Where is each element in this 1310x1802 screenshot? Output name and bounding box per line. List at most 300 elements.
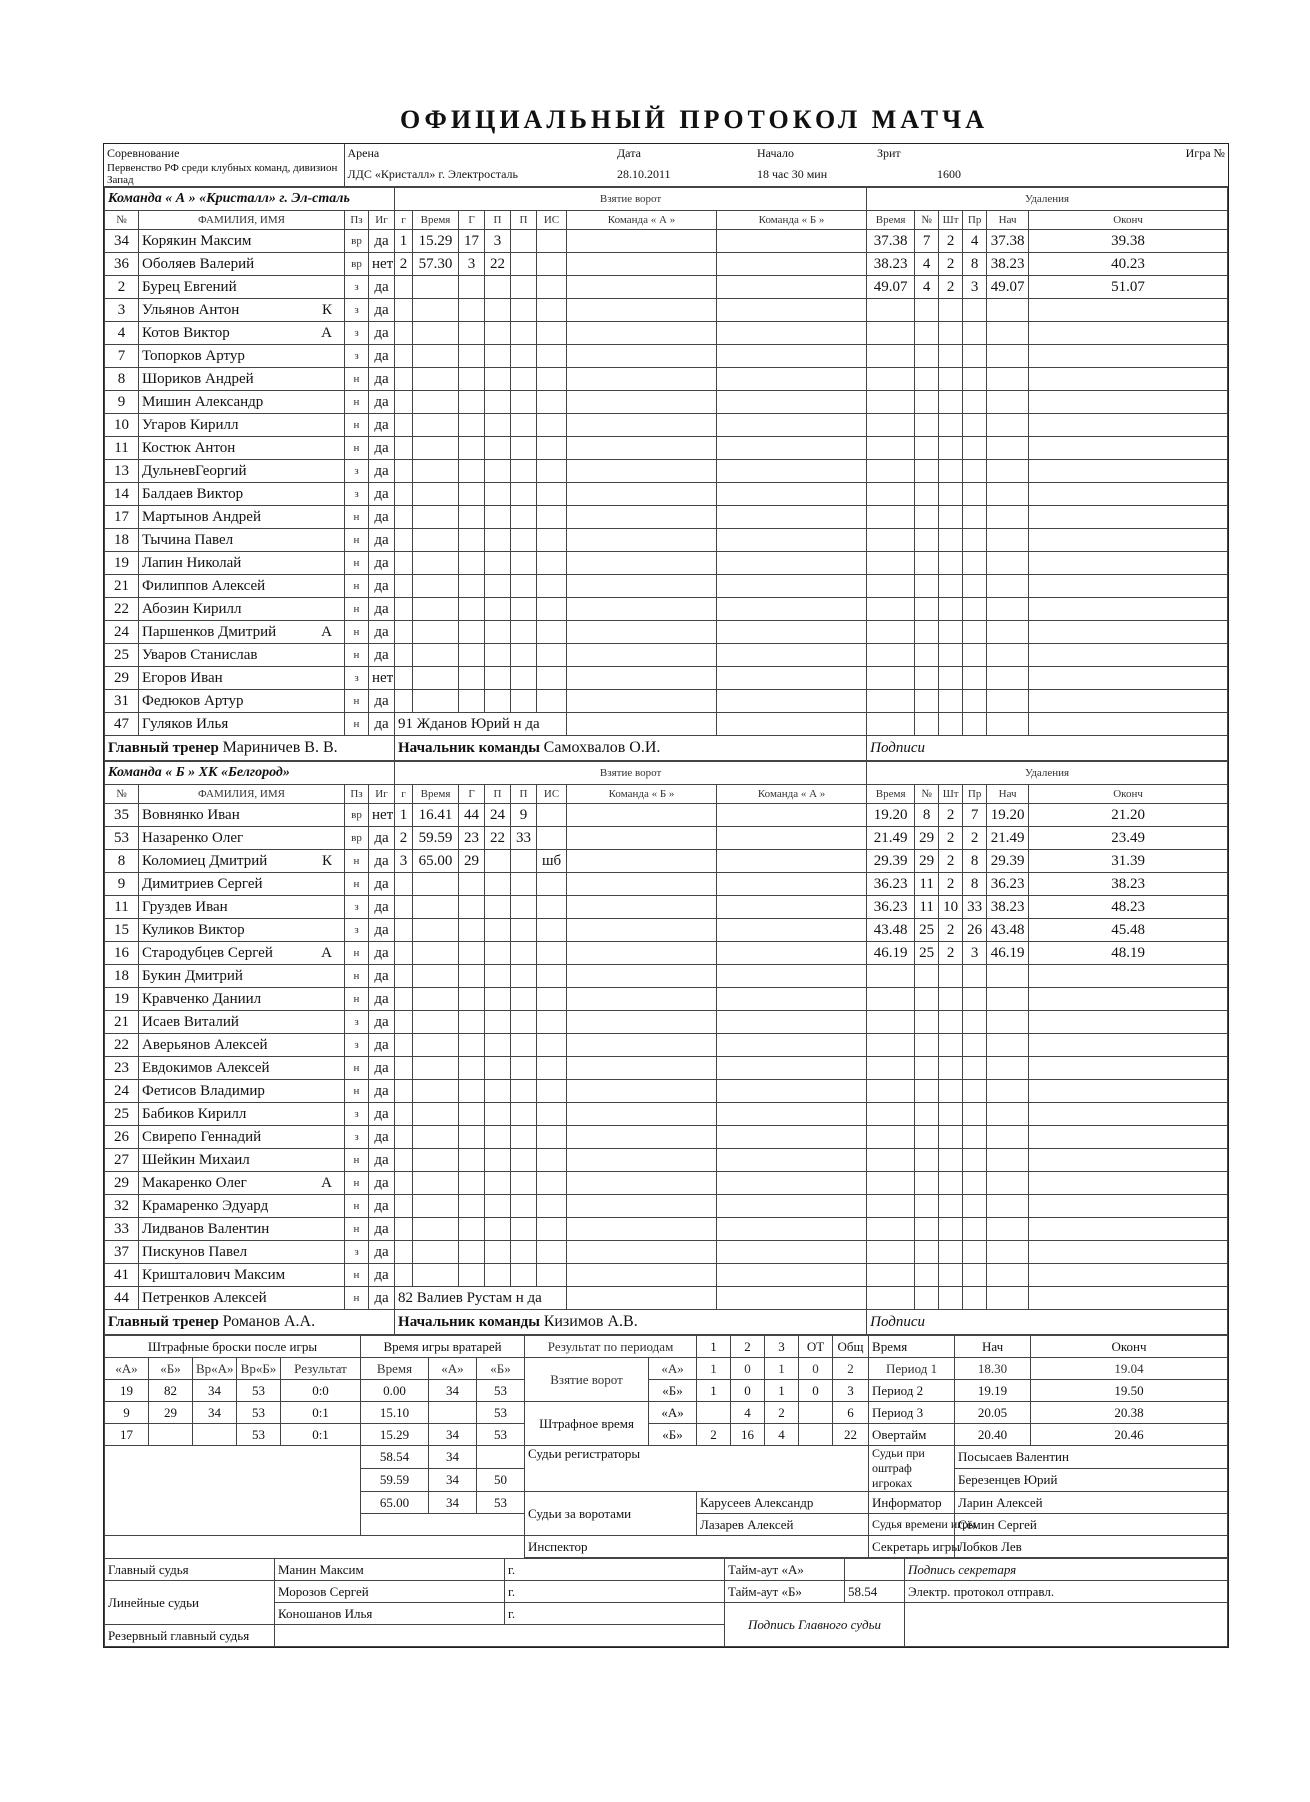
goal-time — [413, 919, 459, 942]
goal-goal — [459, 1264, 485, 1287]
penalty-num: 8 — [915, 804, 939, 827]
player-position: з — [345, 345, 369, 368]
goal-g — [395, 1011, 413, 1034]
periods-goals-b-label: «Б» — [649, 1380, 697, 1402]
goal-team-cell — [717, 1218, 867, 1241]
goal-p2 — [511, 1172, 537, 1195]
period-head-2: 2 — [731, 1336, 765, 1358]
goal-team-cell — [567, 1057, 717, 1080]
goal-g: 2 — [395, 253, 413, 276]
goal-p1 — [485, 1195, 511, 1218]
goal-p2 — [511, 437, 537, 460]
goal-time — [413, 483, 459, 506]
goal-p2 — [511, 1034, 537, 1057]
player-played: да — [369, 552, 395, 575]
player-number: 9 — [105, 873, 139, 896]
goal-goal — [459, 506, 485, 529]
goal-team-cell — [567, 827, 717, 850]
penalty-sht — [939, 552, 963, 575]
goal-team-cell — [567, 276, 717, 299]
goals-b-ot: 0 — [799, 1380, 833, 1402]
player-name-cell — [139, 942, 345, 965]
period-1-end: 19.04 — [1031, 1358, 1228, 1380]
goal-goal — [459, 919, 485, 942]
penalty-time — [867, 1172, 915, 1195]
goal-team-cell — [717, 1080, 867, 1103]
player-name-cell — [139, 713, 345, 736]
penalty-sht — [939, 1195, 963, 1218]
goal-team-cell — [717, 827, 867, 850]
goal-is: шб — [537, 850, 567, 873]
player-name: Шориков Андрей — [142, 370, 254, 387]
goalie-row: 34 — [429, 1446, 477, 1469]
penalty-start — [987, 1149, 1029, 1172]
goal-goal — [459, 391, 485, 414]
player-name: Назаренко Олег — [142, 829, 244, 846]
penalty-end — [1029, 1172, 1228, 1195]
goal-goal — [459, 1126, 485, 1149]
penalty-end — [1029, 437, 1228, 460]
player-played: да — [369, 529, 395, 552]
player-position: н — [345, 552, 369, 575]
penalty-num — [915, 414, 939, 437]
goal-is — [537, 598, 567, 621]
player-row — [105, 506, 1228, 529]
player-row — [105, 644, 1228, 667]
penalty-box-1: Посысаев Валентин — [955, 1446, 1228, 1469]
penalty-sht — [939, 1241, 963, 1264]
goal-p2 — [511, 391, 537, 414]
goalie-row: 53 — [477, 1492, 525, 1514]
goal-is — [537, 1034, 567, 1057]
goal-g — [395, 942, 413, 965]
player-row — [105, 1218, 1228, 1241]
goal-p2 — [511, 644, 537, 667]
player-name-cell — [139, 322, 345, 345]
goalie-row: 15.29 — [361, 1424, 429, 1446]
team-b-goals-section: Взятие ворот — [395, 762, 867, 785]
penalty-start: 49.07 — [987, 276, 1029, 299]
goal-time — [413, 299, 459, 322]
player-row — [105, 1264, 1228, 1287]
penalty-sht — [939, 1287, 963, 1310]
informer-label: Информатор — [869, 1492, 955, 1514]
penalty-start — [987, 965, 1029, 988]
player-position: з — [345, 919, 369, 942]
player-number: 17 — [105, 506, 139, 529]
goal-p1 — [485, 988, 511, 1011]
goal-p1 — [485, 1011, 511, 1034]
penalty-time — [867, 552, 915, 575]
goal-is — [537, 1218, 567, 1241]
player-name: Корякин Максим — [142, 232, 252, 249]
penalty-end — [1029, 988, 1228, 1011]
blank-cell — [361, 1514, 525, 1536]
goal-team-cell — [717, 965, 867, 988]
penalty-pr — [963, 713, 987, 736]
penalty-pr — [963, 345, 987, 368]
goal-g — [395, 1172, 413, 1195]
player-row — [105, 850, 1228, 873]
penalty-sht — [939, 345, 963, 368]
arena-value: ЛДС «Кристалл» г. Электросталь — [347, 166, 518, 181]
penalty-pr — [963, 460, 987, 483]
goal-time: 59.59 — [413, 827, 459, 850]
player-number: 35 — [105, 804, 139, 827]
penalty-num: 25 — [915, 919, 939, 942]
goal-p1 — [485, 896, 511, 919]
goal-goal: 17 — [459, 230, 485, 253]
goal-time — [413, 552, 459, 575]
penalty-num — [915, 1287, 939, 1310]
penalty-pr — [963, 644, 987, 667]
player-played: да — [369, 896, 395, 919]
penalty-pr: 3 — [963, 942, 987, 965]
periods-penalty-label: Штрафное время — [525, 1402, 649, 1446]
penalty-sht — [939, 1126, 963, 1149]
team-a-body — [105, 230, 1228, 736]
penalty-start — [987, 598, 1029, 621]
goal-is — [537, 667, 567, 690]
shootout-head-result: Результат — [281, 1358, 361, 1380]
goal-p1 — [485, 322, 511, 345]
goal-time — [413, 437, 459, 460]
player-name-cell — [139, 1080, 345, 1103]
player-name: Кравченко Даниил — [142, 990, 262, 1007]
player-position: н — [345, 1264, 369, 1287]
goal-p1 — [485, 552, 511, 575]
goal-p1 — [485, 965, 511, 988]
shootout-head-a: «А» — [105, 1358, 149, 1380]
penalty-num — [915, 598, 939, 621]
goal-team-cell — [717, 1195, 867, 1218]
arena-label: Арена — [347, 145, 380, 160]
pen-b-p3: 4 — [765, 1424, 799, 1446]
linesman-2-city: г. — [505, 1603, 725, 1625]
penalty-num — [915, 1011, 939, 1034]
timeout-b-label: Тайм-аут «Б» — [725, 1581, 845, 1603]
penalty-end — [1029, 667, 1228, 690]
player-played: да — [369, 1264, 395, 1287]
period-3-label: Период 3 — [869, 1402, 955, 1424]
goal-p1 — [485, 919, 511, 942]
goal-p2 — [511, 1149, 537, 1172]
goal-time — [413, 965, 459, 988]
goal-team-cell — [717, 506, 867, 529]
goalie-row: 50 — [477, 1469, 525, 1492]
col-pen-num: № — [915, 785, 939, 804]
goal-g — [395, 896, 413, 919]
goal-p2 — [511, 368, 537, 391]
penalty-time — [867, 1103, 915, 1126]
goal-p2 — [511, 552, 537, 575]
player-name-cell — [139, 896, 345, 919]
shootout-head-b: «Б» — [149, 1358, 193, 1380]
shootout-row: 82 — [149, 1380, 193, 1402]
player-number: 27 — [105, 1149, 139, 1172]
player-number: 9 — [105, 391, 139, 414]
player-number: 22 — [105, 1034, 139, 1057]
goal-p1 — [485, 942, 511, 965]
goal-p2 — [511, 850, 537, 873]
goal-goal: 3 — [459, 253, 485, 276]
goal-is — [537, 1241, 567, 1264]
penalty-pr — [963, 1126, 987, 1149]
player-played: да — [369, 598, 395, 621]
penalty-pr — [963, 368, 987, 391]
goalie-row: 58.54 — [361, 1446, 429, 1469]
goal-p2 — [511, 1103, 537, 1126]
goal-is — [537, 460, 567, 483]
informer: Ларин Алексей — [955, 1492, 1228, 1514]
penalty-end: 23.49 — [1029, 827, 1228, 850]
player-name: Исаев Виталий — [142, 1013, 239, 1030]
goal-g — [395, 322, 413, 345]
goal-p2 — [511, 1126, 537, 1149]
penalty-num — [915, 1057, 939, 1080]
team-a-manager: Самохвалов О.И. — [543, 739, 661, 756]
player-played: да — [369, 1218, 395, 1241]
pen-a-ot — [799, 1402, 833, 1424]
goal-team-cell — [567, 483, 717, 506]
penalty-time — [867, 667, 915, 690]
goal-team-cell — [567, 667, 717, 690]
goal-p1 — [485, 1126, 511, 1149]
penalty-sht — [939, 575, 963, 598]
player-name: Свирепо Геннадий — [142, 1128, 262, 1145]
pen-a-p2: 4 — [731, 1402, 765, 1424]
penalty-num — [915, 1241, 939, 1264]
penalty-num — [915, 1149, 939, 1172]
penalty-end — [1029, 391, 1228, 414]
player-row — [105, 230, 1228, 253]
goal-team-cell — [567, 322, 717, 345]
player-name: Балдаев Виктор — [142, 485, 244, 502]
goal-team-cell — [717, 1149, 867, 1172]
player-row — [105, 896, 1228, 919]
goal-team-cell — [717, 621, 867, 644]
goal-time — [413, 667, 459, 690]
penalty-pr — [963, 1057, 987, 1080]
penalty-pr — [963, 391, 987, 414]
penalty-sht: 2 — [939, 804, 963, 827]
periods-goals-a-label: «А» — [649, 1358, 697, 1380]
player-name-cell — [139, 368, 345, 391]
goal-team-cell — [717, 460, 867, 483]
penalty-time — [867, 1149, 915, 1172]
match-protocol-sheet — [103, 143, 1229, 1648]
penalty-end — [1029, 621, 1228, 644]
penalty-sht — [939, 598, 963, 621]
player-played: да — [369, 1057, 395, 1080]
goal-time — [413, 644, 459, 667]
player-name-cell — [139, 506, 345, 529]
goal-team-cell — [717, 253, 867, 276]
penalty-time: 49.07 — [867, 276, 915, 299]
penalty-time — [867, 1011, 915, 1034]
blank-cell — [905, 1603, 1228, 1647]
goal-team-cell — [567, 552, 717, 575]
penalty-pr — [963, 483, 987, 506]
timeout-b: 58.54 — [845, 1581, 905, 1603]
player-played: да — [369, 988, 395, 1011]
col-team-a: Команда « А » — [567, 211, 717, 230]
goal-p2 — [511, 1057, 537, 1080]
col-time: Время — [413, 785, 459, 804]
player-name: Котов Виктор — [142, 324, 230, 341]
player-played: да — [369, 1103, 395, 1126]
inspector-label: Инспектор — [525, 1536, 869, 1558]
goal-team-cell — [717, 988, 867, 1011]
goal-goal — [459, 988, 485, 1011]
penalty-end — [1029, 414, 1228, 437]
goal-team-cell — [567, 965, 717, 988]
summary-table — [104, 1335, 1228, 1558]
penalty-end — [1029, 529, 1228, 552]
player-name: Бабиков Кирилл — [142, 1105, 247, 1122]
player-name: Пискунов Павел — [142, 1243, 248, 1260]
goal-g — [395, 1149, 413, 1172]
goalie-row: 59.59 — [361, 1469, 429, 1492]
player-played: да — [369, 437, 395, 460]
goal-time — [413, 1103, 459, 1126]
penalty-end — [1029, 1287, 1228, 1310]
goal-p1 — [485, 1241, 511, 1264]
player-name: Гуляков Илья — [142, 715, 229, 732]
player-position: н — [345, 368, 369, 391]
player-row — [105, 942, 1228, 965]
goal-p1: 3 — [485, 230, 511, 253]
player-role: А — [321, 324, 332, 341]
player-name: Петренков Алексей — [142, 1289, 267, 1306]
goal-p1 — [485, 1149, 511, 1172]
goal-time — [413, 1218, 459, 1241]
goal-g — [395, 368, 413, 391]
period-head-ot: ОТ — [799, 1336, 833, 1358]
player-position: н — [345, 965, 369, 988]
penalty-num — [915, 575, 939, 598]
player-number: 23 — [105, 1057, 139, 1080]
player-number: 53 — [105, 827, 139, 850]
player-name: Костюк Антон — [142, 439, 236, 456]
col-team-b: Команда « Б » — [717, 211, 867, 230]
goal-team-cell — [567, 621, 717, 644]
goal-goal — [459, 575, 485, 598]
penalty-time — [867, 1195, 915, 1218]
shootout-row: 53 — [237, 1424, 281, 1446]
player-position: н — [345, 1172, 369, 1195]
goal-p2 — [511, 414, 537, 437]
goal-team-cell — [717, 713, 867, 736]
overtime-start: 20.40 — [955, 1424, 1031, 1446]
col-goal: Г — [459, 785, 485, 804]
goal-p1 — [485, 850, 511, 873]
goal-team-cell — [567, 506, 717, 529]
player-position: з — [345, 667, 369, 690]
shootout-row: 34 — [193, 1402, 237, 1424]
player-played: да — [369, 644, 395, 667]
goal-is — [537, 1149, 567, 1172]
player-position: з — [345, 483, 369, 506]
penalty-num — [915, 460, 939, 483]
penalty-time — [867, 690, 915, 713]
goal-p2 — [511, 483, 537, 506]
penalty-start: 37.38 — [987, 230, 1029, 253]
penalty-time — [867, 483, 915, 506]
col-pen-pr: Пр — [963, 211, 987, 230]
linesman-1: Морозов Сергей — [275, 1581, 505, 1603]
start-label: Начало — [757, 145, 794, 160]
penalty-end — [1029, 1126, 1228, 1149]
penalty-sht — [939, 988, 963, 1011]
player-position: н — [345, 850, 369, 873]
pen-b-ot — [799, 1424, 833, 1446]
player-position: н — [345, 1287, 369, 1310]
goal-g — [395, 575, 413, 598]
player-played: нет — [369, 804, 395, 827]
goals-a-p2: 0 — [731, 1358, 765, 1380]
col-pen-start: Нач — [987, 211, 1029, 230]
goal-team-cell — [717, 873, 867, 896]
player-name-cell — [139, 965, 345, 988]
penalty-sht — [939, 621, 963, 644]
goal-p1 — [485, 667, 511, 690]
penalty-sht — [939, 667, 963, 690]
penalty-pr — [963, 690, 987, 713]
goal-g — [395, 873, 413, 896]
player-name-cell — [139, 988, 345, 1011]
goal-team-cell — [717, 1103, 867, 1126]
player-position: н — [345, 873, 369, 896]
penalty-end: 38.23 — [1029, 873, 1228, 896]
goal-p1 — [485, 460, 511, 483]
player-played: да — [369, 391, 395, 414]
goal-g — [395, 506, 413, 529]
player-number: 37 — [105, 1241, 139, 1264]
player-row — [105, 529, 1228, 552]
penalty-sht — [939, 1080, 963, 1103]
player-name-cell — [139, 391, 345, 414]
penalty-num — [915, 322, 939, 345]
player-name-cell — [139, 1011, 345, 1034]
player-row — [105, 552, 1228, 575]
player-position: з — [345, 299, 369, 322]
goal-is — [537, 414, 567, 437]
team-b-coach: Романов А.А. — [222, 1313, 316, 1330]
player-name: Димитриев Сергей — [142, 875, 263, 892]
goal-goal — [459, 873, 485, 896]
col-assist2: П — [511, 211, 537, 230]
penalty-sht — [939, 322, 963, 345]
timekeeper-label: Судья времени игры — [869, 1514, 955, 1536]
goal-team-cell — [567, 1034, 717, 1057]
player-name: Коломиец Дмитрий — [142, 852, 268, 869]
goal-time — [413, 896, 459, 919]
goalie-head-a: «А» — [429, 1358, 477, 1380]
penalty-time — [867, 713, 915, 736]
goal-judges-label: Судьи за воротами — [525, 1492, 697, 1536]
goal-p2 — [511, 506, 537, 529]
penalty-start: 29.39 — [987, 850, 1029, 873]
goal-time — [413, 598, 459, 621]
pen-b-total: 22 — [833, 1424, 869, 1446]
col-pen-start: Нач — [987, 785, 1029, 804]
penalty-num — [915, 1264, 939, 1287]
player-number: 22 — [105, 598, 139, 621]
penalty-pr — [963, 1149, 987, 1172]
goal-g — [395, 345, 413, 368]
player-row — [105, 1241, 1228, 1264]
